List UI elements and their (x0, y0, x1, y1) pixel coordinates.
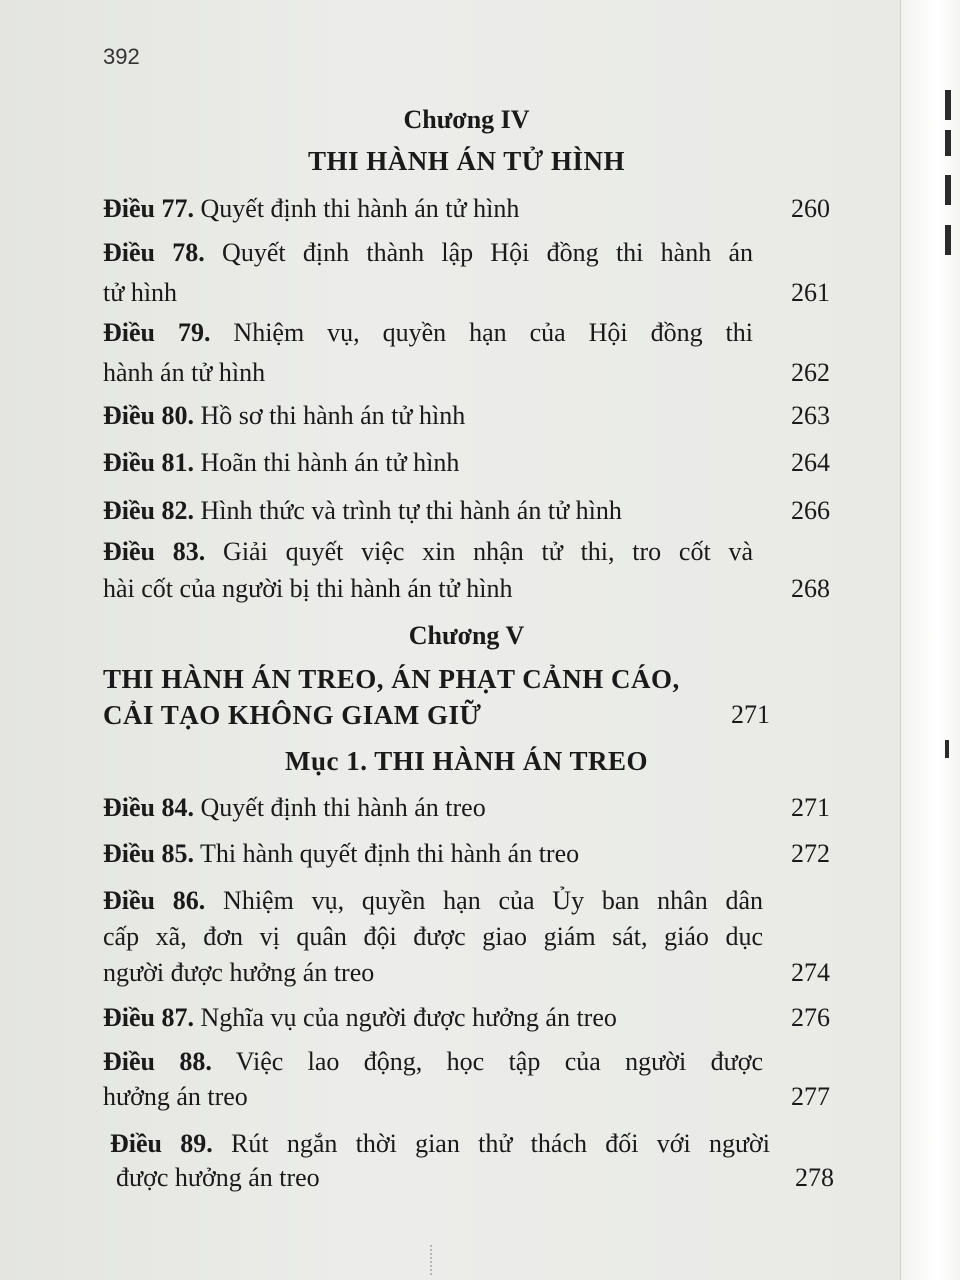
toc-entry-dieu-79-cont (103, 357, 830, 389)
article-number: Điều 80. (103, 401, 194, 430)
edge-mark (945, 90, 951, 120)
toc-entry-dieu-89 (110, 1128, 770, 1160)
article-title: Quyết định thành lập Hội đồng thi hành án (204, 238, 754, 267)
adjacent-page-edge (900, 0, 960, 1280)
page-crease (430, 1245, 434, 1275)
toc-entry-dieu-78 (103, 237, 753, 269)
article-number: Điều 81. (103, 448, 194, 477)
article-number: Điều 77. (103, 194, 194, 223)
page-ref: 276 (791, 1003, 830, 1032)
toc-entry-dieu-87 (103, 1002, 830, 1034)
toc-entry-dieu-77 (103, 193, 830, 225)
article-title: Hình thức và trình tự thi hành án tử hình (194, 496, 622, 525)
page-ref: 263 (791, 401, 830, 430)
chapter-5-title-line-1: THI HÀNH ÁN TREO, ÁN PHẠT CẢNH CÁO, (103, 664, 680, 694)
chapter-5-label: Chương V (408, 621, 525, 650)
page-ref: 260 (791, 194, 830, 223)
page-ref: 268 (791, 574, 830, 603)
article-title-cont: hưởng án treo (103, 1082, 248, 1111)
edge-mark (945, 175, 951, 205)
page-ref: 277 (791, 1082, 830, 1111)
chapter-5-title-line-2: CẢI TẠO KHÔNG GIAM GIỮ (103, 700, 482, 730)
toc-entry-dieu-83-cont (103, 573, 830, 605)
article-title-cont: hành án tử hình (103, 358, 266, 387)
toc-entry-dieu-86-cont-2 (103, 957, 830, 989)
chapter-4-label: Chương IV (403, 105, 530, 134)
article-number: Điều 85. (103, 839, 194, 868)
edge-mark (945, 740, 949, 758)
page-ref: 278 (795, 1163, 834, 1192)
toc-entry-dieu-79 (103, 317, 753, 349)
toc-entry-dieu-89-cont (116, 1162, 834, 1194)
page-ref: 274 (791, 958, 830, 987)
article-title: Nghĩa vụ của người được hưởng án treo (194, 1003, 617, 1032)
article-title: Nhiệm vụ, quyền hạn của Hội đồng thi (210, 318, 754, 347)
article-number: Điều 82. (103, 496, 194, 525)
article-number: Điều 83. (103, 537, 206, 566)
page-ref: 261 (791, 278, 830, 307)
page-ref: 266 (791, 496, 830, 525)
edge-mark (945, 225, 951, 255)
toc-entry-dieu-88-cont (103, 1081, 830, 1113)
article-title-cont: tử hình (103, 278, 178, 307)
article-title: Nhiệm vụ, quyền hạn của Ủy ban nhân dân (205, 886, 764, 915)
article-number: Điều 88. (103, 1047, 212, 1076)
article-title: Thi hành quyết định thi hành án treo (194, 839, 580, 868)
page-ref: 271 (791, 793, 830, 822)
toc-entry-dieu-82 (103, 495, 830, 527)
toc-entry-dieu-81 (103, 447, 830, 479)
article-title: Quyết định thi hành án tử hình (194, 194, 520, 223)
toc-entry-dieu-84 (103, 792, 830, 824)
section-1-title: Mục 1. THI HÀNH ÁN TREO (284, 746, 649, 776)
article-title: Rút ngắn thời gian thử thách đối với người (212, 1129, 771, 1158)
page-ref: 262 (791, 358, 830, 387)
article-number: Điều 89. (110, 1129, 213, 1158)
article-title-cont: người được hưởng án treo (103, 958, 375, 987)
article-number: Điều 87. (103, 1003, 194, 1032)
toc-entry-dieu-86 (103, 885, 763, 917)
page-number: 392 (103, 44, 140, 69)
article-title-cont: cấp xã, đơn vị quân đội được giao giám sát, giáo dục (103, 922, 763, 951)
toc-entry-dieu-86-cont-1 (103, 921, 763, 953)
article-number: Điều 86. (103, 886, 206, 915)
page-ref: 264 (791, 448, 830, 477)
chapter-4-title: THI HÀNH ÁN TỬ HÌNH (307, 146, 626, 176)
toc-entry-dieu-88 (103, 1046, 763, 1078)
article-title: Hoãn thi hành án tử hình (194, 448, 460, 477)
article-number: Điều 84. (103, 793, 194, 822)
chapter-5-page-ref: 271 (731, 700, 770, 729)
article-title: Giải quyết việc xin nhận tử thi, tro cốt và (205, 537, 754, 566)
article-number: Điều 78. (103, 238, 205, 267)
toc-entry-dieu-78-cont (103, 277, 830, 309)
article-title: Việc lao động, học tập của người được (211, 1047, 763, 1076)
edge-mark (945, 130, 951, 156)
article-number: Điều 79. (103, 318, 211, 347)
article-title-cont: hài cốt của người bị thi hành án tử hình (103, 574, 513, 603)
page-ref: 272 (791, 839, 830, 868)
article-title: Quyết định thi hành án treo (194, 793, 486, 822)
toc-entry-dieu-83 (103, 536, 753, 568)
article-title: Hồ sơ thi hành án tử hình (194, 401, 466, 430)
article-title-cont: được hưởng án treo (116, 1163, 320, 1192)
toc-entry-dieu-85 (103, 838, 830, 870)
toc-entry-dieu-80 (103, 400, 830, 432)
